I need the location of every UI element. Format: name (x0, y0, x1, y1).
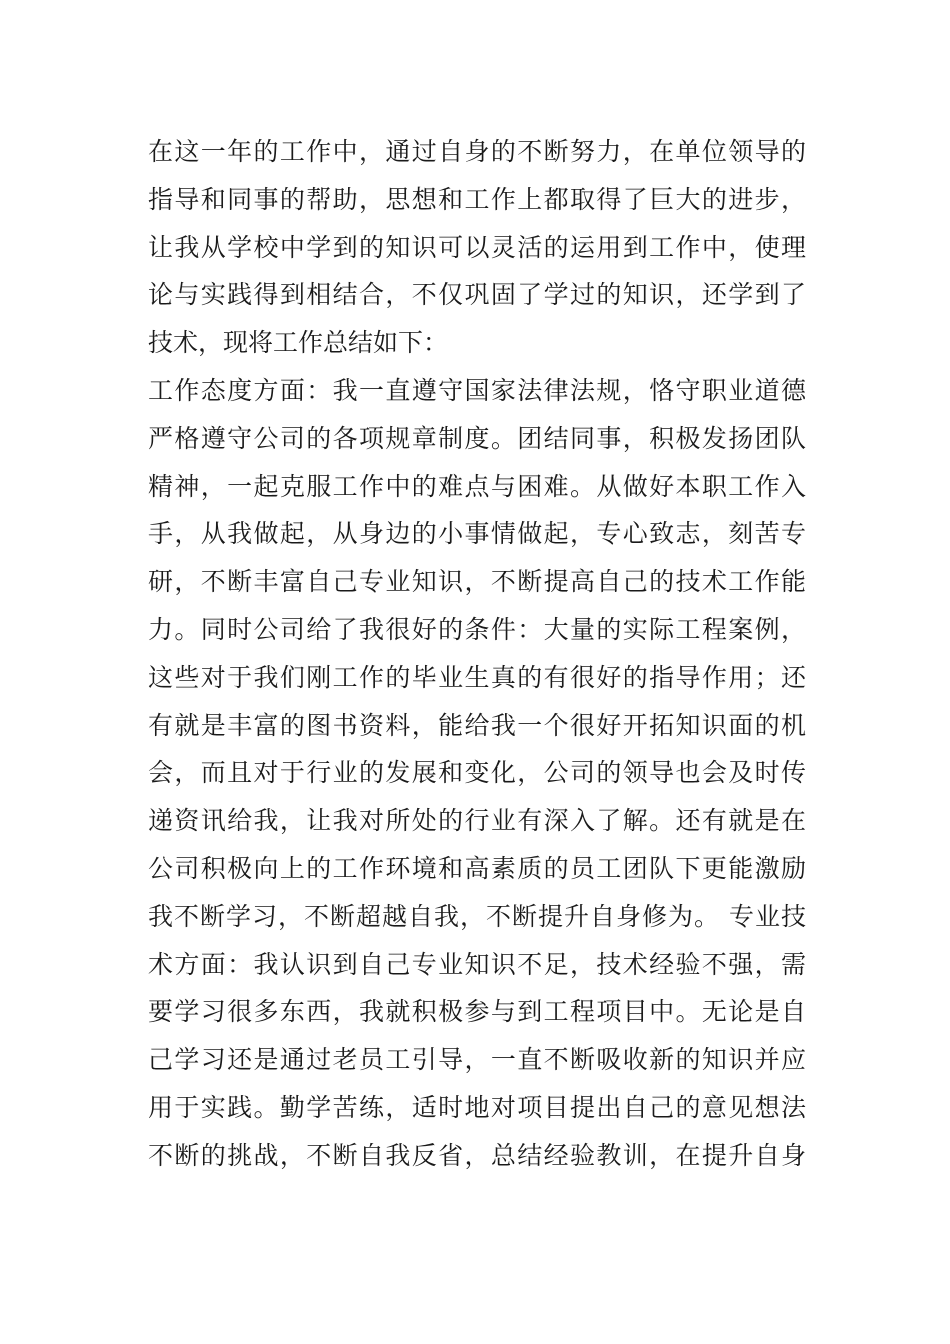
text-line: 公司积极向上的工作环境和高素质的员工团队下更能激励 (148, 853, 806, 883)
text-line: 有就是丰富的图书资料，能给我一个很好开拓知识面的机 (148, 710, 806, 740)
text-line: 用于实践。勤学苦练，适时地对项目提出自己的意见想法 (148, 1092, 806, 1122)
text-line: 我不断学习，不断超越自我，不断提升自身修为。 专业技 (148, 901, 806, 931)
text-line: 力。同时公司给了我很好的条件：大量的实际工程案例， (148, 614, 806, 644)
text-line: 会，而且对于行业的发展和变化，公司的领导也会及时传 (148, 758, 806, 788)
text-line: 在这一年的工作中，通过自身的不断努力，在单位领导的 (148, 137, 806, 166)
text-line: 精神，一起克服工作中的难点与困难。从做好本职工作入 (148, 471, 806, 501)
text-line: 技术，现将工作总结如下： (148, 328, 449, 358)
text-line: 工作态度方面：我一直遵守国家法律法规，恪守职业道德 (148, 375, 806, 405)
text-line: 指导和同事的帮助，思想和工作上都取得了巨大的进步， (148, 184, 806, 214)
text-line: 研，不断丰富自己专业知识，不断提高自己的技术工作能 (148, 567, 806, 597)
text-line: 手，从我做起，从身边的小事情做起，专心致志，刻苦专 (148, 519, 806, 549)
text-line: 不断的挑战，不断自我反省，总结经验教训，在提升自身 (148, 1140, 806, 1170)
text-line: 术方面：我认识到自己专业知识不足，技术经验不强，需 (148, 949, 806, 979)
document-body (148, 128, 806, 1180)
text-line: 让我从学校中学到的知识可以灵活的运用到工作中，使理 (148, 232, 806, 262)
text-line: 递资讯给我，让我对所处的行业有深入了解。还有就是在 (148, 806, 806, 836)
text-line: 要学习很多东西，我就积极参与到工程项目中。无论是自 (148, 997, 806, 1027)
text-line: 论与实践得到相结合，不仅巩固了学过的知识，还学到了 (148, 280, 806, 310)
text-line: 这些对于我们刚工作的毕业生真的有很好的指导作用；还 (148, 662, 806, 692)
text-line: 己学习还是通过老员工引导，一直不断吸收新的知识并应 (148, 1045, 806, 1075)
text-line: 严格遵守公司的各项规章制度。团结同事，积极发扬团队 (148, 423, 806, 453)
